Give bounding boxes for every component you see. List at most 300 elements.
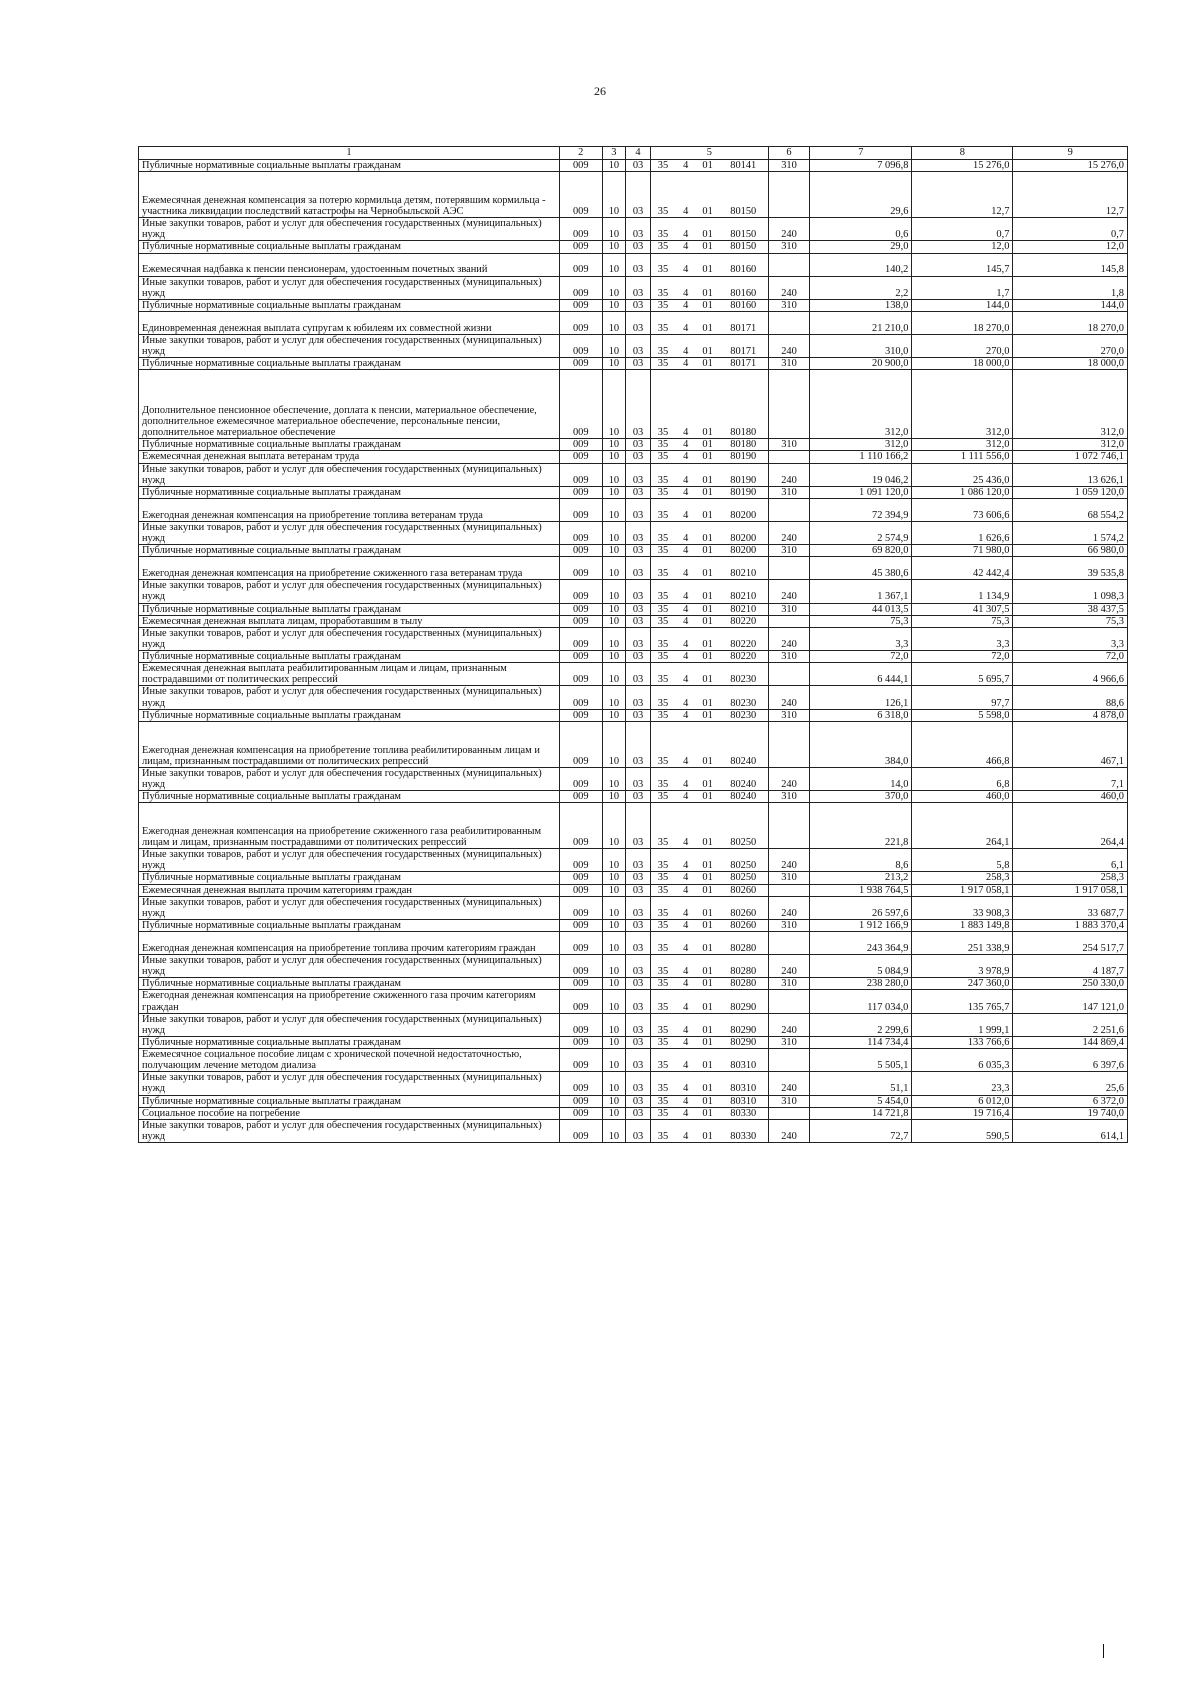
cell-col5-part1: 35 bbox=[650, 486, 675, 498]
cell-col5-part2: 4 bbox=[675, 439, 696, 451]
cell-col8: 1 134,9 bbox=[912, 580, 1013, 603]
row-name: Ежегодная денежная компенсация на приобретение сжиженного газа реабилитированным лицам и лицам, признанным пострадавшими от политических репрессий bbox=[139, 803, 560, 849]
cell-col2: 009 bbox=[559, 884, 602, 896]
cell-col4: 03 bbox=[626, 486, 651, 498]
cell-col5-part3: 01 bbox=[696, 253, 718, 276]
cell-col9: 1 072 746,1 bbox=[1013, 451, 1128, 463]
cell-col7: 2 299,6 bbox=[810, 1013, 912, 1036]
cell-col7: 221,8 bbox=[810, 803, 912, 849]
cell-col4: 03 bbox=[626, 557, 651, 580]
cell-col9: 4 966,6 bbox=[1013, 663, 1128, 686]
cell-col6: 240 bbox=[768, 849, 810, 872]
cell-col4: 03 bbox=[626, 615, 651, 627]
cell-col2: 009 bbox=[559, 1072, 602, 1095]
cell-col4: 03 bbox=[626, 451, 651, 463]
cell-col9: 4 878,0 bbox=[1013, 709, 1128, 721]
cell-col5-part3: 01 bbox=[696, 709, 718, 721]
cell-col4: 03 bbox=[626, 1013, 651, 1036]
cell-col5-part1: 35 bbox=[650, 545, 675, 557]
cell-col8: 12,0 bbox=[912, 241, 1013, 253]
cell-col4: 03 bbox=[626, 439, 651, 451]
cell-col5-part2: 4 bbox=[675, 849, 696, 872]
cell-col5-part3: 01 bbox=[696, 603, 718, 615]
cell-col7: 213,2 bbox=[810, 872, 912, 884]
cell-col9: 144 869,4 bbox=[1013, 1036, 1128, 1048]
cell-col5-part2: 4 bbox=[675, 1049, 696, 1072]
cell-col4: 03 bbox=[626, 498, 651, 521]
cell-col4: 03 bbox=[626, 311, 651, 334]
cell-col2: 009 bbox=[559, 580, 602, 603]
cell-col7: 3,3 bbox=[810, 627, 912, 650]
cell-col9: 258,3 bbox=[1013, 872, 1128, 884]
cell-col5-part1: 35 bbox=[650, 521, 675, 544]
cell-col5-part4: 80180 bbox=[719, 439, 768, 451]
cell-col6 bbox=[768, 932, 810, 955]
cell-col5-part4: 80150 bbox=[719, 241, 768, 253]
cell-col7: 5 454,0 bbox=[810, 1095, 912, 1107]
cell-col2: 009 bbox=[559, 218, 602, 241]
table-row bbox=[139, 580, 1128, 603]
cell-col4: 03 bbox=[626, 299, 651, 311]
cell-col5-part4: 80210 bbox=[719, 603, 768, 615]
cell-col3: 10 bbox=[602, 580, 626, 603]
row-name: Публичные нормативные социальные выплаты гражданам bbox=[139, 791, 560, 803]
table-row bbox=[139, 884, 1128, 896]
cell-col5-part1: 35 bbox=[650, 172, 675, 218]
cell-col8: 3 978,9 bbox=[912, 955, 1013, 978]
cell-col5-part1: 35 bbox=[650, 1072, 675, 1095]
table-row bbox=[139, 1072, 1128, 1095]
cell-col6 bbox=[768, 990, 810, 1013]
cell-col8: 251 338,9 bbox=[912, 932, 1013, 955]
cell-col7: 19 046,2 bbox=[810, 463, 912, 486]
cell-col5-part1: 35 bbox=[650, 498, 675, 521]
cell-col8: 1 086 120,0 bbox=[912, 486, 1013, 498]
cell-col8: 42 442,4 bbox=[912, 557, 1013, 580]
cell-col7: 14,0 bbox=[810, 767, 912, 790]
cell-col6 bbox=[768, 803, 810, 849]
cell-col5-part1: 35 bbox=[650, 803, 675, 849]
cell-col4: 03 bbox=[626, 580, 651, 603]
cell-col5-part1: 35 bbox=[650, 767, 675, 790]
cell-col6: 240 bbox=[768, 521, 810, 544]
table-row bbox=[139, 791, 1128, 803]
col-header-6: 6 bbox=[768, 147, 810, 160]
table-row bbox=[139, 370, 1128, 439]
cell-col9: 1 098,3 bbox=[1013, 580, 1128, 603]
row-name: Иные закупки товаров, работ и услуг для обеспечения государственных (муниципальных) нужд bbox=[139, 767, 560, 790]
cell-col5-part2: 4 bbox=[675, 791, 696, 803]
cell-col8: 6 012,0 bbox=[912, 1095, 1013, 1107]
cell-col5-part4: 80220 bbox=[719, 615, 768, 627]
row-name: Ежегодная денежная компенсация на приобретение топлива прочим категориям граждан bbox=[139, 932, 560, 955]
cell-col9: 264,4 bbox=[1013, 803, 1128, 849]
corner-mark bbox=[1103, 1644, 1104, 1658]
cell-col6: 240 bbox=[768, 334, 810, 357]
cell-col5-part4: 80150 bbox=[719, 218, 768, 241]
cell-col5-part1: 35 bbox=[650, 218, 675, 241]
cell-col8: 6,8 bbox=[912, 767, 1013, 790]
cell-col5-part4: 80310 bbox=[719, 1049, 768, 1072]
table-row bbox=[139, 463, 1128, 486]
cell-col5-part1: 35 bbox=[650, 627, 675, 650]
row-name: Иные закупки товаров, работ и услуг для обеспечения государственных (муниципальных) нужд bbox=[139, 955, 560, 978]
cell-col8: 3,3 bbox=[912, 627, 1013, 650]
cell-col2: 009 bbox=[559, 241, 602, 253]
cell-col4: 03 bbox=[626, 172, 651, 218]
cell-col5-part3: 01 bbox=[696, 463, 718, 486]
cell-col3: 10 bbox=[602, 849, 626, 872]
cell-col7: 138,0 bbox=[810, 299, 912, 311]
cell-col5-part1: 35 bbox=[650, 160, 675, 172]
cell-col3: 10 bbox=[602, 651, 626, 663]
cell-col7: 5 084,9 bbox=[810, 955, 912, 978]
cell-col3: 10 bbox=[602, 299, 626, 311]
cell-col5-part1: 35 bbox=[650, 299, 675, 311]
cell-col5-part4: 80200 bbox=[719, 498, 768, 521]
cell-col8: 145,7 bbox=[912, 253, 1013, 276]
cell-col7: 238 280,0 bbox=[810, 978, 912, 990]
cell-col5-part2: 4 bbox=[675, 932, 696, 955]
cell-col5-part3: 01 bbox=[696, 545, 718, 557]
cell-col5-part4: 80160 bbox=[719, 276, 768, 299]
cell-col6 bbox=[768, 721, 810, 767]
cell-col5-part1: 35 bbox=[650, 1119, 675, 1142]
cell-col6: 240 bbox=[768, 1013, 810, 1036]
cell-col4: 03 bbox=[626, 545, 651, 557]
cell-col4: 03 bbox=[626, 218, 651, 241]
cell-col9: 270,0 bbox=[1013, 334, 1128, 357]
cell-col4: 03 bbox=[626, 919, 651, 931]
cell-col7: 312,0 bbox=[810, 439, 912, 451]
cell-col5-part3: 01 bbox=[696, 896, 718, 919]
table-row bbox=[139, 545, 1128, 557]
cell-col4: 03 bbox=[626, 1036, 651, 1048]
table-row bbox=[139, 686, 1128, 709]
cell-col6: 310 bbox=[768, 978, 810, 990]
cell-col7: 7 096,8 bbox=[810, 160, 912, 172]
cell-col5-part3: 01 bbox=[696, 791, 718, 803]
cell-col5-part2: 4 bbox=[675, 451, 696, 463]
cell-col7: 26 597,6 bbox=[810, 896, 912, 919]
cell-col5-part3: 01 bbox=[696, 521, 718, 544]
cell-col5-part2: 4 bbox=[675, 709, 696, 721]
cell-col8: 258,3 bbox=[912, 872, 1013, 884]
cell-col5-part2: 4 bbox=[675, 803, 696, 849]
cell-col5-part3: 01 bbox=[696, 721, 718, 767]
table-row bbox=[139, 172, 1128, 218]
cell-col5-part1: 35 bbox=[650, 978, 675, 990]
cell-col8: 460,0 bbox=[912, 791, 1013, 803]
cell-col5-part1: 35 bbox=[650, 932, 675, 955]
cell-col5-part3: 01 bbox=[696, 334, 718, 357]
cell-col7: 384,0 bbox=[810, 721, 912, 767]
cell-col9: 460,0 bbox=[1013, 791, 1128, 803]
cell-col4: 03 bbox=[626, 651, 651, 663]
cell-col2: 009 bbox=[559, 791, 602, 803]
cell-col7: 75,3 bbox=[810, 615, 912, 627]
cell-col3: 10 bbox=[602, 615, 626, 627]
cell-col5-part2: 4 bbox=[675, 721, 696, 767]
cell-col6 bbox=[768, 884, 810, 896]
cell-col3: 10 bbox=[602, 253, 626, 276]
table-row bbox=[139, 896, 1128, 919]
cell-col4: 03 bbox=[626, 1072, 651, 1095]
cell-col7: 45 380,6 bbox=[810, 557, 912, 580]
cell-col2: 009 bbox=[559, 370, 602, 439]
cell-col9: 144,0 bbox=[1013, 299, 1128, 311]
cell-col6: 310 bbox=[768, 872, 810, 884]
cell-col5-part4: 80210 bbox=[719, 557, 768, 580]
cell-col3: 10 bbox=[602, 663, 626, 686]
cell-col7: 2,2 bbox=[810, 276, 912, 299]
cell-col5-part3: 01 bbox=[696, 311, 718, 334]
cell-col2: 009 bbox=[559, 721, 602, 767]
cell-col4: 03 bbox=[626, 721, 651, 767]
cell-col9: 312,0 bbox=[1013, 439, 1128, 451]
cell-col6: 310 bbox=[768, 358, 810, 370]
cell-col2: 009 bbox=[559, 896, 602, 919]
cell-col5-part4: 80160 bbox=[719, 253, 768, 276]
cell-col3: 10 bbox=[602, 498, 626, 521]
cell-col7: 51,1 bbox=[810, 1072, 912, 1095]
cell-col8: 19 716,4 bbox=[912, 1107, 1013, 1119]
cell-col4: 03 bbox=[626, 663, 651, 686]
cell-col5-part2: 4 bbox=[675, 896, 696, 919]
cell-col9: 3,3 bbox=[1013, 627, 1128, 650]
cell-col4: 03 bbox=[626, 1107, 651, 1119]
col-header-5: 5 bbox=[650, 147, 768, 160]
cell-col5-part1: 35 bbox=[650, 439, 675, 451]
cell-col5-part3: 01 bbox=[696, 1095, 718, 1107]
cell-col8: 12,7 bbox=[912, 172, 1013, 218]
table-row bbox=[139, 990, 1128, 1013]
cell-col3: 10 bbox=[602, 463, 626, 486]
cell-col2: 009 bbox=[559, 1119, 602, 1142]
cell-col4: 03 bbox=[626, 803, 651, 849]
cell-col5-part3: 01 bbox=[696, 160, 718, 172]
cell-col9: 75,3 bbox=[1013, 615, 1128, 627]
cell-col8: 25 436,0 bbox=[912, 463, 1013, 486]
cell-col3: 10 bbox=[602, 1013, 626, 1036]
cell-col8: 1,7 bbox=[912, 276, 1013, 299]
cell-col6 bbox=[768, 1049, 810, 1072]
table-row bbox=[139, 218, 1128, 241]
cell-col3: 10 bbox=[602, 486, 626, 498]
cell-col7: 312,0 bbox=[810, 370, 912, 439]
cell-col3: 10 bbox=[602, 1119, 626, 1142]
cell-col8: 72,0 bbox=[912, 651, 1013, 663]
cell-col9: 88,6 bbox=[1013, 686, 1128, 709]
cell-col3: 10 bbox=[602, 545, 626, 557]
cell-col5-part4: 80280 bbox=[719, 978, 768, 990]
cell-col5-part2: 4 bbox=[675, 172, 696, 218]
table-row bbox=[139, 721, 1128, 767]
cell-col9: 1 883 370,4 bbox=[1013, 919, 1128, 931]
table-row bbox=[139, 241, 1128, 253]
cell-col7: 114 734,4 bbox=[810, 1036, 912, 1048]
row-name: Ежегодная денежная компенсация на приобретение топлива ветеранам труда bbox=[139, 498, 560, 521]
cell-col3: 10 bbox=[602, 603, 626, 615]
cell-col5-part1: 35 bbox=[650, 311, 675, 334]
cell-col5-part1: 35 bbox=[650, 955, 675, 978]
cell-col5-part2: 4 bbox=[675, 1072, 696, 1095]
cell-col9: 614,1 bbox=[1013, 1119, 1128, 1142]
cell-col6: 310 bbox=[768, 603, 810, 615]
row-name: Ежемесячная денежная выплата лицам, проработавшим в тылу bbox=[139, 615, 560, 627]
row-name: Публичные нормативные социальные выплаты гражданам bbox=[139, 545, 560, 557]
table-row bbox=[139, 709, 1128, 721]
cell-col5-part4: 80200 bbox=[719, 545, 768, 557]
cell-col9: 72,0 bbox=[1013, 651, 1128, 663]
cell-col8: 312,0 bbox=[912, 439, 1013, 451]
cell-col9: 15 276,0 bbox=[1013, 160, 1128, 172]
cell-col9: 38 437,5 bbox=[1013, 603, 1128, 615]
cell-col5-part4: 80220 bbox=[719, 651, 768, 663]
table-row bbox=[139, 803, 1128, 849]
cell-col4: 03 bbox=[626, 709, 651, 721]
cell-col3: 10 bbox=[602, 370, 626, 439]
row-name: Ежегодная денежная компенсация на приобретение топлива реабилитированным лицам и лицам, признанным пострадавшими от политических репрессий bbox=[139, 721, 560, 767]
cell-col5-part2: 4 bbox=[675, 651, 696, 663]
cell-col6 bbox=[768, 370, 810, 439]
cell-col6: 240 bbox=[768, 1119, 810, 1142]
cell-col3: 10 bbox=[602, 709, 626, 721]
table-row bbox=[139, 932, 1128, 955]
row-name: Ежемесячная надбавка к пенсии пенсионерам, удостоенным почетных званий bbox=[139, 253, 560, 276]
cell-col5-part3: 01 bbox=[696, 241, 718, 253]
cell-col5-part4: 80180 bbox=[719, 370, 768, 439]
cell-col5-part1: 35 bbox=[650, 1049, 675, 1072]
table-row bbox=[139, 311, 1128, 334]
cell-col5-part1: 35 bbox=[650, 253, 675, 276]
cell-col4: 03 bbox=[626, 686, 651, 709]
cell-col5-part2: 4 bbox=[675, 1119, 696, 1142]
cell-col5-part3: 01 bbox=[696, 663, 718, 686]
row-name: Иные закупки товаров, работ и услуг для обеспечения государственных (муниципальных) нужд bbox=[139, 334, 560, 357]
table-row bbox=[139, 955, 1128, 978]
cell-col3: 10 bbox=[602, 955, 626, 978]
cell-col5-part1: 35 bbox=[650, 791, 675, 803]
row-name: Публичные нормативные социальные выплаты гражданам bbox=[139, 160, 560, 172]
cell-col4: 03 bbox=[626, 241, 651, 253]
cell-col4: 03 bbox=[626, 334, 651, 357]
cell-col5-part1: 35 bbox=[650, 990, 675, 1013]
cell-col5-part3: 01 bbox=[696, 439, 718, 451]
cell-col7: 72 394,9 bbox=[810, 498, 912, 521]
table-row bbox=[139, 486, 1128, 498]
cell-col3: 10 bbox=[602, 978, 626, 990]
cell-col5-part4: 80250 bbox=[719, 872, 768, 884]
row-name: Публичные нормативные социальные выплаты гражданам bbox=[139, 872, 560, 884]
cell-col8: 0,7 bbox=[912, 218, 1013, 241]
cell-col3: 10 bbox=[602, 439, 626, 451]
cell-col4: 03 bbox=[626, 932, 651, 955]
row-name: Иные закупки товаров, работ и услуг для обеспечения государственных (муниципальных) нужд bbox=[139, 580, 560, 603]
cell-col4: 03 bbox=[626, 603, 651, 615]
cell-col9: 12,0 bbox=[1013, 241, 1128, 253]
cell-col2: 009 bbox=[559, 1095, 602, 1107]
cell-col2: 009 bbox=[559, 978, 602, 990]
cell-col8: 33 908,3 bbox=[912, 896, 1013, 919]
cell-col7: 2 574,9 bbox=[810, 521, 912, 544]
cell-col5-part2: 4 bbox=[675, 603, 696, 615]
cell-col5-part3: 01 bbox=[696, 299, 718, 311]
cell-col6 bbox=[768, 557, 810, 580]
cell-col5-part1: 35 bbox=[650, 615, 675, 627]
cell-col4: 03 bbox=[626, 872, 651, 884]
cell-col5-part3: 01 bbox=[696, 1013, 718, 1036]
cell-col2: 009 bbox=[559, 932, 602, 955]
cell-col5-part4: 80330 bbox=[719, 1119, 768, 1142]
table-row bbox=[139, 498, 1128, 521]
cell-col8: 1 883 149,8 bbox=[912, 919, 1013, 931]
cell-col9: 312,0 bbox=[1013, 370, 1128, 439]
table-row bbox=[139, 1013, 1128, 1036]
cell-col3: 10 bbox=[602, 172, 626, 218]
cell-col3: 10 bbox=[602, 241, 626, 253]
row-name: Ежемесячная денежная выплата ветеранам труда bbox=[139, 451, 560, 463]
cell-col5-part3: 01 bbox=[696, 218, 718, 241]
cell-col5-part4: 80230 bbox=[719, 663, 768, 686]
cell-col3: 10 bbox=[602, 358, 626, 370]
cell-col7: 370,0 bbox=[810, 791, 912, 803]
cell-col5-part4: 80190 bbox=[719, 486, 768, 498]
col-header-1: 1 bbox=[139, 147, 560, 160]
cell-col5-part1: 35 bbox=[650, 1036, 675, 1048]
cell-col2: 009 bbox=[559, 463, 602, 486]
cell-col2: 009 bbox=[559, 486, 602, 498]
cell-col5-part1: 35 bbox=[650, 580, 675, 603]
cell-col8: 144,0 bbox=[912, 299, 1013, 311]
cell-col8: 270,0 bbox=[912, 334, 1013, 357]
cell-col8: 1 917 058,1 bbox=[912, 884, 1013, 896]
cell-col6: 310 bbox=[768, 545, 810, 557]
cell-col5-part4: 80230 bbox=[719, 686, 768, 709]
cell-col5-part4: 80290 bbox=[719, 1013, 768, 1036]
row-name: Ежемесячное социальное пособие лицам с хронической почечной недостаточностью, получающим лечение методом диализа bbox=[139, 1049, 560, 1072]
cell-col4: 03 bbox=[626, 978, 651, 990]
cell-col9: 4 187,7 bbox=[1013, 955, 1128, 978]
cell-col5-part1: 35 bbox=[650, 463, 675, 486]
cell-col5-part2: 4 bbox=[675, 767, 696, 790]
cell-col8: 133 766,6 bbox=[912, 1036, 1013, 1048]
row-name: Иные закупки товаров, работ и услуг для обеспечения государственных (муниципальных) нужд bbox=[139, 276, 560, 299]
cell-col5-part1: 35 bbox=[650, 451, 675, 463]
cell-col8: 71 980,0 bbox=[912, 545, 1013, 557]
cell-col5-part4: 80171 bbox=[719, 311, 768, 334]
cell-col5-part1: 35 bbox=[650, 358, 675, 370]
table-row bbox=[139, 603, 1128, 615]
cell-col3: 10 bbox=[602, 627, 626, 650]
cell-col2: 009 bbox=[559, 955, 602, 978]
cell-col5-part2: 4 bbox=[675, 884, 696, 896]
cell-col5-part2: 4 bbox=[675, 1107, 696, 1119]
cell-col5-part2: 4 bbox=[675, 545, 696, 557]
row-name: Единовременная денежная выплата супругам к юбилеям их совместной жизни bbox=[139, 311, 560, 334]
cell-col2: 009 bbox=[559, 358, 602, 370]
cell-col5-part1: 35 bbox=[650, 849, 675, 872]
cell-col5-part2: 4 bbox=[675, 978, 696, 990]
cell-col2: 009 bbox=[559, 1013, 602, 1036]
cell-col3: 10 bbox=[602, 334, 626, 357]
cell-col3: 10 bbox=[602, 872, 626, 884]
cell-col2: 009 bbox=[559, 767, 602, 790]
table-body bbox=[139, 160, 1128, 1143]
cell-col5-part2: 4 bbox=[675, 955, 696, 978]
cell-col2: 009 bbox=[559, 160, 602, 172]
cell-col3: 10 bbox=[602, 767, 626, 790]
